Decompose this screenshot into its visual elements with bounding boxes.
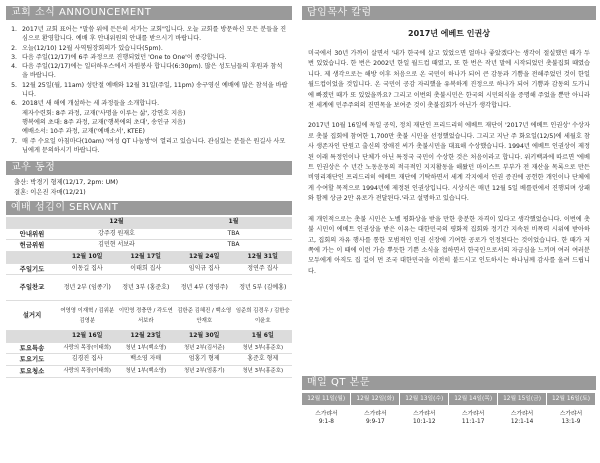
table-row: 12월 16일 12월 23일 12월 30일 1월 6일	[6, 331, 292, 343]
qt-section	[302, 376, 596, 426]
table-row: 토요특송 사랑의 목장(이태희) 청년 1부(백소영) 청년 2부(김서준) 청년 3부(홍준호)	[6, 342, 292, 354]
list-item: 5. 12월 25일(월, 11am) 성탄절 예배와 12월 31일(주일, 11pm) 송구영신 예배에 많은 참석을 바랍니다.	[11, 81, 288, 99]
table-row: 스가랴서 스가랴서 스가랴서 스가랴서 스가랴서 스가랴서	[315, 411, 583, 417]
table-row: 12월 1월	[6, 217, 292, 228]
events-list	[6, 175, 292, 201]
list-item: 7. 매 주 수요일 아침마다(10am) '여성 QT 나눔방'이 열리고 있습니다. 관심있는 분들은 원길사 사모님에게 문의하시기 바랍니다.	[11, 137, 286, 154]
essay-paragraph: 2017년 10월 16일에 독일 공익, 정치 재단인 프리드리히 에베트 재단이 '2017년 에베트 인권상' 수상자로 촛불 집회에 참여한 1,700만 촛불 시민을 선정했었습니다. 그리고 지난 주 화요일(12/5)에 세월호 참사 생존자인 단원고 출신의 장애진 씨가 촛불시민을 대표해 수상했습니다. 1994년 에베트 인권상이 제정된 이래 특정인이나 단체가 아닌 특정국 국민이 수상한 것은 처음이라고 합니다. 위키백과에 따르면 '에베트 인권상은 수 년간 노동운동의 적극적인 지지활동을 해왔던 마이스트 부부가 전 재산을 목록으로 만든 비영리재단인 프리드리히 에베트 재단에 기탁하면서 세계 각지에서 인권 증진에 공헌한 개인이나 단체에게 수여할 목적으로 1994년에 제정된 인권상입니다. 시상식은 매년 12월 5일 베를린에서 진행되며 상패와 함께 상금 2만 유로가 전달된다.'라고 설명하고 있습니다.	[308, 122, 590, 203]
left-column	[6, 6, 292, 378]
servant-section	[6, 201, 292, 377]
table-row: 헌금위원 김민현 서보라 TBA	[6, 240, 292, 252]
right-column	[302, 6, 596, 425]
list-item: 3. 다음 주일(12/17)에 6주 과정으로 진행되었던 'One to One'이 종강합니다.	[11, 53, 227, 61]
table-row: 토요기도 김경진 집사 백소영 자매 엄홍기 형제 홍준호 형제	[6, 354, 292, 366]
events-section	[6, 161, 292, 201]
list-item: 6. 2018년 새 해에 개설하는 세 과정들을 소개합니다.	[11, 100, 160, 108]
essay-title: 2017년 에베트 인권상	[408, 29, 490, 38]
essay-paragraph: 제 개인적으로는 촛불 시민은 노벨 평화상을 받을 만한 충분한 자격이 있다고 생각했었습니다. 이번에 촛불 시민이 에베트 인권상을 받은 이유는 대한민국의 평화적 집회와 정기간 지속된 비폭력 시위에 받아하고, 집회의 자유 행사를 통한 모범적인 인권 신장에 기여한 공로가 인정된다는 것이었습니다. 한 때가 저쪽에 가는 이 때에 이런 가슴 뿌듯한 기쁜 소식을 접하면서 한국인으로서의 자긍심을 느끼며 여러 여러분 모두에게 아직도 집 길이 먼 조국 대한민국을 이전히 붙드시고 인도하시는 하나님께 감사를 올려 드립니다.	[308, 215, 590, 275]
announcement-header: 교회 소식 ANNOUNCEMENT	[6, 6, 292, 20]
essay-paragraph: 미국에서 30년 가까이 살면서 '내가 한국에 살고 있었으면 얼마나 좋았겠다'는 생각이 절실했던 때가 두 번 있었습니다. 한 번은 2002년 한일 월드컵 때였고, 또 한 번은 작년 말에 시작되었던 촛불집회 때였습니다. 제 생각으로는 해방 이후 처음으로 온 국민이 하나가 되어 큰 감동과 기쁨을 전해주었던 것이 한일 월드컵이었을 것입니다. 온 국민이 공감 자리했을 유복하게 진정으로 하나가 되어 기쁨과 감동의 도가니에 빠졌던 때가 또 있었을까요? 그리고 이번의 촛불시민은 한국의 시민의식을 증명해 주었을 뿐만 아니라 전 세계에 민주주의의 진면목을 보여준 것이 촛불집회가 아닌가 생각합니다.	[308, 50, 590, 110]
servant-table	[6, 217, 292, 377]
qt-table	[302, 393, 596, 426]
table-row: 12월 10일 12월 17일 12월 24일 12월 31일	[6, 251, 292, 263]
list-item: 4. 다음 주일(12/17)에는 일터하우스에서 자원봉사 합니다(6:30pm). 많은 성도님들의 후원과 참석을 바랍니다.	[11, 63, 283, 80]
essay-body	[302, 49, 596, 277]
list-item: 2. 오늘(12/10) 12월 사역팀장회의가 있습니다(5pm).	[11, 44, 163, 52]
table-row: 9:1-8 9:9-17 10:1-12 11:1-17 12:1-14 13:1-9	[318, 418, 581, 425]
list-item: 행복에의 초대: 8주 과정, 교재('행복에의 초대', 송인규 지음)	[22, 118, 186, 126]
event-item: 결혼: 이은진 자매(12/21)	[14, 189, 86, 197]
column-header: 담임목사 칼럼	[302, 6, 596, 20]
table-row: 12월 11일(월) 12월 12일(화) 12월 13일(수) 12월 14일(목) 12월 15일(금) 12월 16일(토)	[302, 393, 596, 405]
servant-header: 예배 섬김이 SERVANT	[6, 201, 292, 215]
event-item: 출산: 박경기 형제(12/17, 2pm: UM)	[14, 179, 119, 187]
qt-header: 매일 QT 본문	[302, 376, 596, 390]
list-item: 제자수련회: 8주 과정, 교재('사명을 이루는 삶', 강연호 지음)	[22, 109, 186, 117]
table-row: 주일기도 이동길 집사 이태희 집사 임익규 집사 정연주 집사	[6, 263, 292, 275]
list-item: 1. 2017년 교회 표어는 "말씀 위에 든든히 서가는 교회"입니다. 오늘 교회를 방문하신 모든 분들을 진심으로 환영합니다. 예배 후 안내위원의 안내를 받으시기 바랍니다.	[11, 26, 287, 43]
table-row: 설거지 여영영 이재혁 / 김위분 김영분 이민영 정충만 / 각도연 서보라 김한준 김혜진 / 백소영 안재호 임준희 김경우 / 김한승 이윤호	[6, 301, 292, 331]
table-row: 주일찬교 정년 2부 (임종기) 정년 3부 (홍준호) 정년 4부 (정영주) 정년 5부 (김예홍)	[6, 275, 292, 301]
table-row: 안내위원 강주경 원재호 TBA	[6, 228, 292, 240]
announcement-list	[6, 20, 292, 155]
events-header: 교우 동정	[6, 161, 292, 175]
table-row: 토요청소 사랑의 목장(이태희) 청년 1부(백소영) 청년 2부(엄홍기) 청년 3부(홍준호)	[6, 365, 292, 377]
list-item: 예배소서: 10주 과정, 교재('예배소서', KTEE)	[22, 128, 145, 136]
